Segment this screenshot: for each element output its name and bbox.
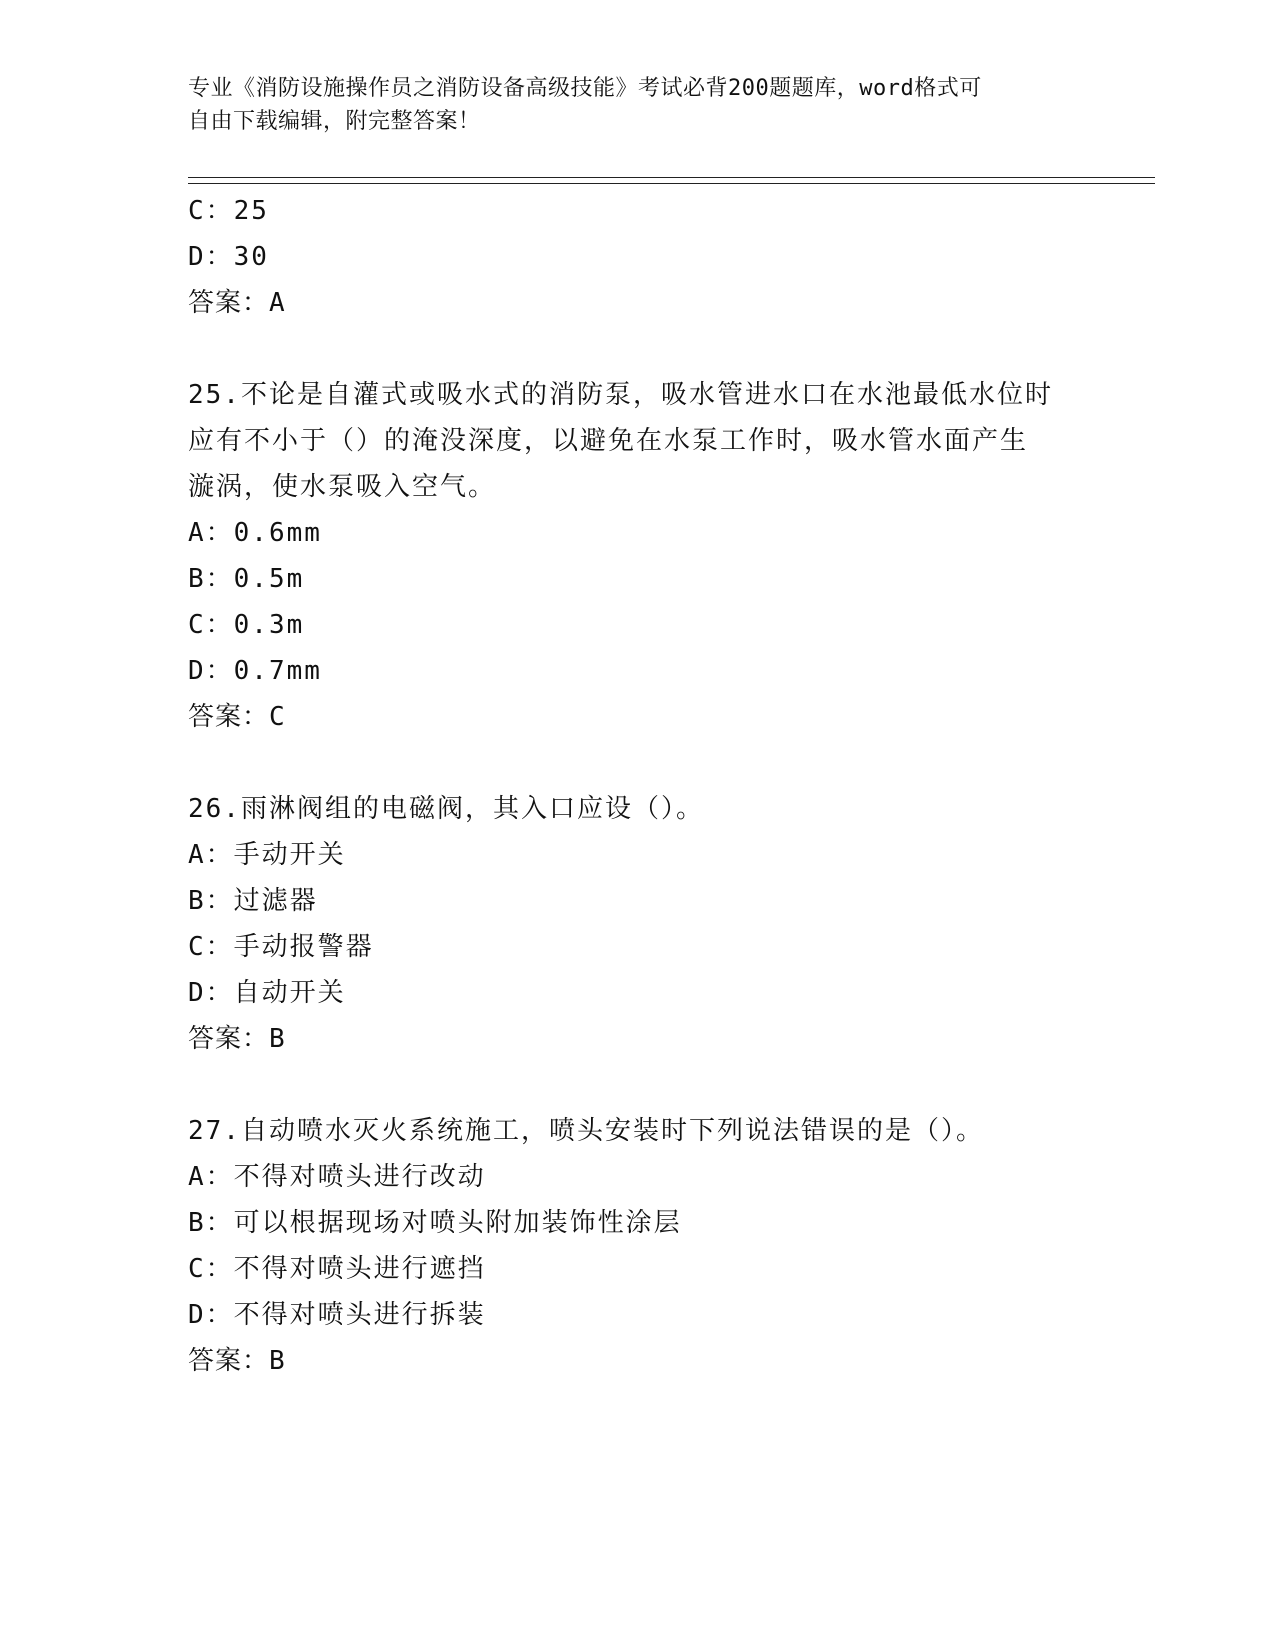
option-d: D：不得对喷头进行拆装 xyxy=(188,1300,486,1330)
spacer xyxy=(188,326,1088,372)
answer-line: 答案：A xyxy=(188,288,286,318)
question-text-line: 25.不论是自灌式或吸水式的消防泵，吸水管进水口在水池最低水位时 xyxy=(188,380,1053,410)
option-b: B：可以根据现场对喷头附加装饰性涂层 xyxy=(188,1208,682,1238)
question-continuation xyxy=(188,188,1088,326)
question-27 xyxy=(188,1108,1088,1384)
answer-line: 答案：B xyxy=(188,1346,286,1376)
option-c: C：0.3m xyxy=(188,610,305,640)
question-25 xyxy=(188,372,1088,740)
option-a: A：手动开关 xyxy=(188,840,346,870)
option-a: A：不得对喷头进行改动 xyxy=(188,1162,486,1192)
question-text-line: 应有不小于（）的淹没深度，以避免在水泵工作时，吸水管水面产生 xyxy=(188,426,1029,456)
answer-line: 答案：B xyxy=(188,1024,286,1054)
option-c: C：25 xyxy=(188,196,269,226)
question-26 xyxy=(188,786,1088,1062)
question-text-line: 26.雨淋阀组的电磁阀，其入口应设（）。 xyxy=(188,794,704,824)
answer-line: 答案：C xyxy=(188,702,286,732)
question-text-line: 27.自动喷水灭火系统施工，喷头安装时下列说法错误的是（）。 xyxy=(188,1116,984,1146)
option-c: C：不得对喷头进行遮挡 xyxy=(188,1254,486,1284)
option-c: C：手动报警器 xyxy=(188,932,374,962)
document-body xyxy=(188,188,1088,1384)
option-b: B：0.5m xyxy=(188,564,305,594)
header-line-2: 自由下载编辑，附完整答案！ xyxy=(188,109,481,134)
question-text-line: 漩涡，使水泵吸入空气。 xyxy=(188,472,497,502)
header-divider xyxy=(188,177,1155,184)
option-b: B：过滤器 xyxy=(188,886,318,916)
header-line-1: 专业《消防设施操作员之消防设备高级技能》考试必背200题题库，word格式可 xyxy=(188,76,982,101)
spacer xyxy=(188,1062,1088,1108)
option-d: D：自动开关 xyxy=(188,978,346,1008)
option-a: A：0.6mm xyxy=(188,518,322,548)
option-d: D：30 xyxy=(188,242,269,272)
page-header xyxy=(188,72,1088,138)
spacer xyxy=(188,740,1088,786)
option-d: D：0.7mm xyxy=(188,656,322,686)
